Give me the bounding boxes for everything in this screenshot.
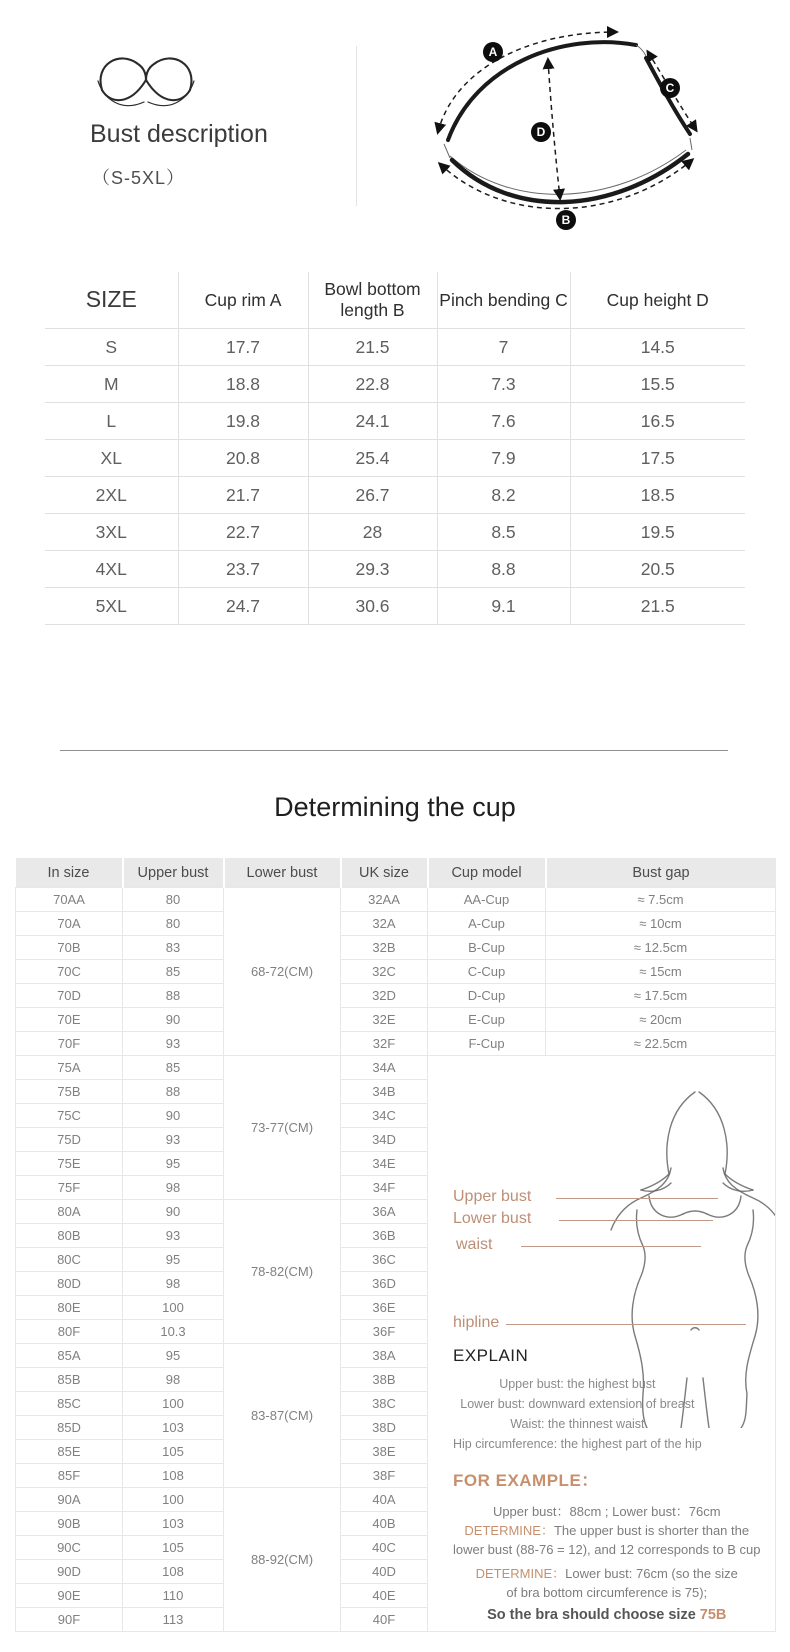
figure-cell: [428, 1056, 776, 1632]
uk-size-cell: 36F: [341, 1320, 428, 1344]
in-size-cell: 90B: [16, 1512, 123, 1536]
in-size-cell: 75E: [16, 1152, 123, 1176]
size-table-cell: 20.8: [178, 440, 308, 477]
cup-model-cell: A-Cup: [428, 912, 546, 936]
diagram-label-c: [660, 78, 680, 98]
diagram-label-d: [531, 122, 551, 142]
size-table-row: [45, 477, 745, 514]
upper-bust-cell: 100: [123, 1488, 224, 1512]
size-table-row: [45, 440, 745, 477]
cup-model-cell: E-Cup: [428, 1008, 546, 1032]
figure-panel: [428, 1056, 775, 1631]
size-table-cell: 4XL: [45, 551, 178, 588]
cup-table-row: [16, 1008, 776, 1032]
cup-model-cell: C-Cup: [428, 960, 546, 984]
in-size-cell: 70F: [16, 1032, 123, 1056]
bust-gap-cell: ≈ 12.5cm: [546, 936, 776, 960]
section-divider-line: [60, 750, 728, 751]
size-table-cell: 19.5: [570, 514, 745, 551]
bust-gap-cell: ≈ 15cm: [546, 960, 776, 984]
upper-bust-cell: 90: [123, 1008, 224, 1032]
size-table-cell: 22.8: [308, 366, 437, 403]
uk-size-cell: 32D: [341, 984, 428, 1008]
size-table-cell: 15.5: [570, 366, 745, 403]
size-table-cell: 2XL: [45, 477, 178, 514]
upper-bust-cell: 108: [123, 1464, 224, 1488]
in-size-cell: 70A: [16, 912, 123, 936]
upper-bust-cell: 93: [123, 1032, 224, 1056]
size-table-cell: 23.7: [178, 551, 308, 588]
uk-size-cell: 34D: [341, 1128, 428, 1152]
uk-size-cell: 32F: [341, 1032, 428, 1056]
size-table-cell: 17.5: [570, 440, 745, 477]
size-table-cell: 8.5: [437, 514, 570, 551]
size-table-row: [45, 514, 745, 551]
size-table-header: Cup rim A: [178, 272, 308, 329]
cup-table-header: In size: [16, 858, 123, 888]
cup-table-row: [16, 1032, 776, 1056]
size-table-cell: 21.5: [570, 588, 745, 625]
uk-size-cell: 36B: [341, 1224, 428, 1248]
cup-section-title: Determining the cup: [274, 792, 516, 822]
bra-icon: [94, 48, 198, 114]
in-size-cell: 80A: [16, 1200, 123, 1224]
size-table-header-row: [45, 272, 745, 329]
cup-table-row: [16, 960, 776, 984]
lower-bust-line: [559, 1220, 713, 1221]
uk-size-cell: 38B: [341, 1368, 428, 1392]
cup-table-header: Cup model: [428, 858, 546, 888]
uk-size-cell: 34F: [341, 1176, 428, 1200]
waist-label: waist: [456, 1236, 493, 1253]
example-determine-1: DETERMINE：The upper bust is shorter than the: [464, 1523, 750, 1538]
bust-gap-cell: ≈ 17.5cm: [546, 984, 776, 1008]
cup-table: [15, 858, 776, 1632]
svg-text:D: D: [536, 125, 546, 139]
cup-table-row: [16, 936, 776, 960]
cup-table-header: UK size: [341, 858, 428, 888]
size-table-row: [45, 551, 745, 588]
explain-heading: EXPLAIN: [453, 1346, 529, 1365]
cup-model-cell: F-Cup: [428, 1032, 546, 1056]
uk-size-cell: 32E: [341, 1008, 428, 1032]
uk-size-cell: 36D: [341, 1272, 428, 1296]
in-size-cell: 75D: [16, 1128, 123, 1152]
cup-model-cell: D-Cup: [428, 984, 546, 1008]
upper-bust-cell: 80: [123, 888, 224, 912]
size-table-cell: L: [45, 403, 178, 440]
uk-size-cell: 40B: [341, 1512, 428, 1536]
diagram-label-b: [556, 210, 576, 230]
upper-bust-cell: 93: [123, 1128, 224, 1152]
in-size-cell: 85F: [16, 1464, 123, 1488]
size-table-cell: 7.9: [437, 440, 570, 477]
uk-size-cell: 40D: [341, 1560, 428, 1584]
lower-bust-cell: 73-77(CM): [224, 1056, 341, 1200]
in-size-cell: 80B: [16, 1224, 123, 1248]
size-table-cell: 7.6: [437, 403, 570, 440]
in-size-cell: 75F: [16, 1176, 123, 1200]
size-table-cell: 16.5: [570, 403, 745, 440]
size-table-cell: 25.4: [308, 440, 437, 477]
size-table-row: [45, 329, 745, 366]
upper-bust-cell: 103: [123, 1416, 224, 1440]
uk-size-cell: 38E: [341, 1440, 428, 1464]
in-size-cell: 70D: [16, 984, 123, 1008]
diagram-label-a: [483, 42, 503, 62]
upper-bust-cell: 113: [123, 1608, 224, 1632]
size-table-cell: 29.3: [308, 551, 437, 588]
size-table-cell: 21.7: [178, 477, 308, 514]
bust-gap-cell: ≈ 7.5cm: [546, 888, 776, 912]
in-size-cell: 90F: [16, 1608, 123, 1632]
uk-size-cell: 32B: [341, 936, 428, 960]
uk-size-cell: 34A: [341, 1056, 428, 1080]
bust-gap-cell: ≈ 20cm: [546, 1008, 776, 1032]
size-table-cell: 8.2: [437, 477, 570, 514]
uk-size-cell: 38D: [341, 1416, 428, 1440]
size-table-header: Pinch bending C: [437, 272, 570, 329]
in-size-cell: 85E: [16, 1440, 123, 1464]
explain-line: Hip circumference: the highest part of the hip: [453, 1437, 702, 1451]
size-table-cell: 26.7: [308, 477, 437, 514]
in-size-cell: 75B: [16, 1080, 123, 1104]
uk-size-cell: 40C: [341, 1536, 428, 1560]
in-size-cell: 80E: [16, 1296, 123, 1320]
size-table-cell: 7.3: [437, 366, 570, 403]
uk-size-cell: 34E: [341, 1152, 428, 1176]
svg-text:A: A: [488, 45, 498, 59]
uk-size-cell: 32C: [341, 960, 428, 984]
size-table-cell: 18.8: [178, 366, 308, 403]
size-table-cell: 30.6: [308, 588, 437, 625]
upper-bust-cell: 88: [123, 1080, 224, 1104]
upper-bust-cell: 83: [123, 936, 224, 960]
in-size-cell: 75A: [16, 1056, 123, 1080]
cup-table-header: Bust gap: [546, 858, 776, 888]
hipline-line: [506, 1324, 746, 1325]
uk-size-cell: 36A: [341, 1200, 428, 1224]
cup-table-header-row: [16, 858, 776, 888]
in-size-cell: 85A: [16, 1344, 123, 1368]
upper-bust-cell: 93: [123, 1224, 224, 1248]
uk-size-cell: 40A: [341, 1488, 428, 1512]
in-size-cell: 80C: [16, 1248, 123, 1272]
upper-bust-cell: 108: [123, 1560, 224, 1584]
example-measurements: Upper bust：88cm ; Lower bust：76cm: [492, 1504, 721, 1519]
uk-size-cell: 36E: [341, 1296, 428, 1320]
example-conclusion: So the bra should choose size 75B: [487, 1607, 727, 1623]
upper-bust-cell: 98: [123, 1368, 224, 1392]
upper-bust-cell: 85: [123, 960, 224, 984]
lower-bust-cell: 78-82(CM): [224, 1200, 341, 1344]
svg-text:C: C: [665, 81, 675, 95]
in-size-cell: 90E: [16, 1584, 123, 1608]
upper-bust-cell: 95: [123, 1248, 224, 1272]
uk-size-cell: 38A: [341, 1344, 428, 1368]
size-table-cell: 5XL: [45, 588, 178, 625]
size-table-row: [45, 403, 745, 440]
uk-size-cell: 34B: [341, 1080, 428, 1104]
size-table-cell: 24.1: [308, 403, 437, 440]
hipline-label: hipline: [453, 1314, 500, 1331]
cup-table-row: [16, 1056, 776, 1080]
in-size-cell: 70B: [16, 936, 123, 960]
uk-size-cell: 38F: [341, 1464, 428, 1488]
upper-bust-cell: 103: [123, 1512, 224, 1536]
size-table-header: Cup height D: [570, 272, 745, 329]
in-size-cell: 75C: [16, 1104, 123, 1128]
upper-bust-cell: 98: [123, 1176, 224, 1200]
upper-bust-cell: 90: [123, 1200, 224, 1224]
size-table-header: Bowl bottom length B: [308, 272, 437, 329]
size-table-row: [45, 366, 745, 403]
example-determine-2-cont: of bra bottom circumference is 75);: [506, 1585, 708, 1600]
size-table-cell: 7: [437, 329, 570, 366]
lower-bust-cell: 68-72(CM): [224, 888, 341, 1056]
size-table-cell: 17.7: [178, 329, 308, 366]
example-determine-2: DETERMINE：Lower bust: 76cm (so the size: [475, 1566, 738, 1581]
size-table-cell: 20.5: [570, 551, 745, 588]
cup-table-header: Upper bust: [123, 858, 224, 888]
explain-line: Lower bust: downward extension of breast: [460, 1397, 695, 1411]
upper-bust-cell: 90: [123, 1104, 224, 1128]
in-size-cell: 85D: [16, 1416, 123, 1440]
uk-size-cell: 34C: [341, 1104, 428, 1128]
in-size-cell: 85B: [16, 1368, 123, 1392]
vertical-divider: [356, 46, 357, 206]
size-table-cell: 19.8: [178, 403, 308, 440]
upper-bust-cell: 110: [123, 1584, 224, 1608]
bust-section-title: Bust description: [90, 120, 268, 148]
explain-line: Waist: the thinnest waist: [510, 1417, 645, 1431]
bust-size-range: （S-5XL）: [92, 168, 186, 188]
size-table-cell: S: [45, 329, 178, 366]
in-size-cell: 85C: [16, 1392, 123, 1416]
upper-bust-cell: 100: [123, 1392, 224, 1416]
cup-table-row: [16, 912, 776, 936]
in-size-cell: 90A: [16, 1488, 123, 1512]
uk-size-cell: 32AA: [341, 888, 428, 912]
upper-bust-label: Upper bust: [453, 1188, 532, 1205]
upper-bust-cell: 100: [123, 1296, 224, 1320]
size-table-cell: 22.7: [178, 514, 308, 551]
in-size-cell: 90C: [16, 1536, 123, 1560]
size-table-header: SIZE: [85, 286, 137, 313]
in-size-cell: 70AA: [16, 888, 123, 912]
in-size-cell: 70C: [16, 960, 123, 984]
size-table-cell: 21.5: [308, 329, 437, 366]
lower-bust-cell: 88-92(CM): [224, 1488, 341, 1632]
size-table-cell: 9.1: [437, 588, 570, 625]
example-determine-1-cont: lower bust (88-76 = 12), and 12 corresponds to B cup: [453, 1542, 761, 1557]
in-size-cell: 70E: [16, 1008, 123, 1032]
bust-gap-cell: ≈ 22.5cm: [546, 1032, 776, 1056]
uk-size-cell: 38C: [341, 1392, 428, 1416]
cup-table-row: [16, 888, 776, 912]
uk-size-cell: 32A: [341, 912, 428, 936]
size-table-cell: M: [45, 366, 178, 403]
uk-size-cell: 40E: [341, 1584, 428, 1608]
upper-bust-cell: 10.3: [123, 1320, 224, 1344]
size-table-cell: 8.8: [437, 551, 570, 588]
lower-bust-cell: 83-87(CM): [224, 1344, 341, 1488]
upper-bust-cell: 80: [123, 912, 224, 936]
waist-line: [521, 1246, 701, 1247]
lower-bust-label: Lower bust: [453, 1210, 532, 1227]
example-text: [453, 1502, 761, 1625]
size-table: [45, 272, 745, 625]
in-size-cell: 80F: [16, 1320, 123, 1344]
size-table-cell: 28: [308, 514, 437, 551]
upper-bust-cell: 95: [123, 1152, 224, 1176]
upper-bust-line: [556, 1198, 718, 1199]
bust-gap-cell: ≈ 10cm: [546, 912, 776, 936]
upper-bust-cell: 105: [123, 1440, 224, 1464]
size-table-row: [45, 588, 745, 625]
upper-bust-cell: 88: [123, 984, 224, 1008]
uk-size-cell: 40F: [341, 1608, 428, 1632]
upper-bust-cell: 98: [123, 1272, 224, 1296]
size-table-cell: XL: [45, 440, 178, 477]
size-table-cell: 3XL: [45, 514, 178, 551]
in-size-cell: 90D: [16, 1560, 123, 1584]
explain-line: Upper bust: the highest bust: [499, 1377, 656, 1391]
uk-size-cell: 36C: [341, 1248, 428, 1272]
cup-model-cell: B-Cup: [428, 936, 546, 960]
upper-bust-cell: 85: [123, 1056, 224, 1080]
in-size-cell: 80D: [16, 1272, 123, 1296]
size-table-cell: 24.7: [178, 588, 308, 625]
upper-bust-cell: 95: [123, 1344, 224, 1368]
cup-measurement-diagram: [398, 12, 758, 237]
upper-bust-cell: 105: [123, 1536, 224, 1560]
cup-table-header: Lower bust: [224, 858, 341, 888]
size-table-cell: 14.5: [570, 329, 745, 366]
cup-table-row: [16, 984, 776, 1008]
svg-text:B: B: [561, 213, 571, 227]
for-example-heading: FOR EXAMPLE：: [453, 1471, 599, 1490]
size-table-cell: 18.5: [570, 477, 745, 514]
cup-model-cell: AA-Cup: [428, 888, 546, 912]
explain-text: [453, 1374, 702, 1454]
